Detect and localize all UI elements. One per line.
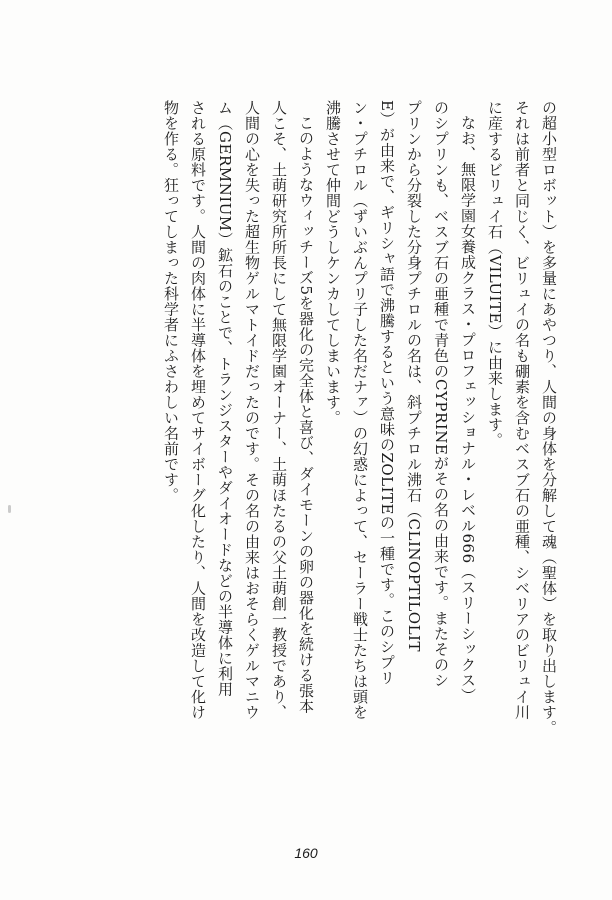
- text-line: ン・プチロル（ずいぶんプリ子した名だナァ）の幻惑によって、セーラー戦士たちは頭を: [351, 100, 369, 720]
- paragraph-start-line: このようなウィッチーズ5を器化の完全体と喜び、ダイモーンの卵の器化を続ける張本: [297, 115, 315, 715]
- page-number: 160: [294, 845, 318, 861]
- paragraph-start-line: なお、無限学園女養成クラス・プロフェッショナル・レベル666（スリーシックス）: [459, 115, 477, 704]
- text-line: 人間の心を失った超生物ゲルマトイドだったのです。その名の由来はおそらくゲルマニウ: [243, 100, 261, 720]
- text-line: 物を作る。狂ってしまった科学者にふさわしい名前です。: [162, 100, 180, 503]
- text-line: 人こそ、土萌研究所所長にして無限学園オーナー、土萌ほたるの父土萌創一教授であり、: [270, 100, 288, 720]
- scan-speck: [8, 505, 11, 513]
- text-line: される原料です。人間の肉体に半導体を埋めてサイボーグ化したり、人間を改造して化け: [189, 100, 207, 720]
- text-line: 沸騰させて仲間どうしケンカしてしまいます。: [324, 100, 342, 426]
- body-text: [157, 100, 562, 820]
- text-line: それは前者と同じく、ビリュイの名も硼素を含むベスブ石の亜種、シベリアのビリュイ川: [513, 100, 531, 720]
- text-line: のシプリンも、ベスブ石の亜種で青色のCYPRINEがその名の由来です。またそのシ: [432, 100, 450, 688]
- text-line: E）が由来で、ギリシャ語で沸騰するという意味のZOLITEの一種です。このシプリ: [378, 100, 396, 686]
- text-line: の超小型ロボット）を多量にあやつり、人間の身体を分解して魂（聖体）を取り出します。: [540, 100, 558, 736]
- text-line: プリンから分裂した分身プチロルの名は、斜プチロル沸石（CLINOPTILOLIT: [405, 100, 423, 652]
- text-line: ム（GERMNIUM）鉱石のことで、トランジスターやダイオードなどの半導体に利用: [216, 100, 234, 697]
- text-line: に産するビリュイ石（VILUITE）に由来します。: [486, 100, 504, 448]
